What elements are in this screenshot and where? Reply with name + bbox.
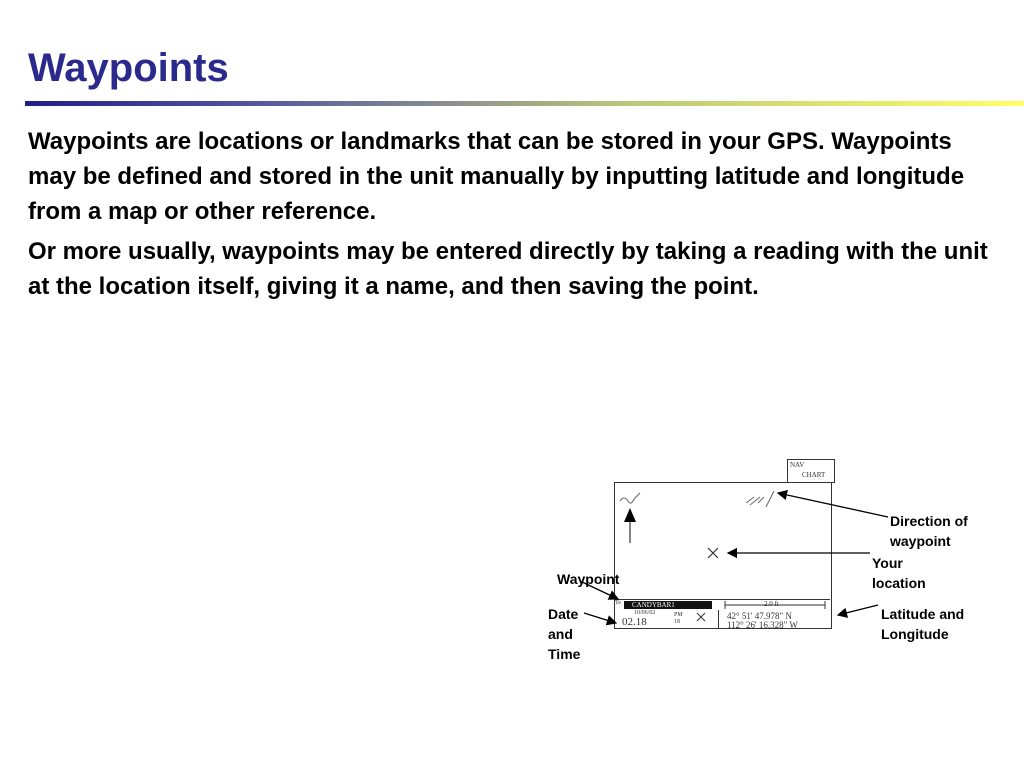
direction-of-waypoint-label: Direction of waypoint [890,513,968,549]
north-arrow-icon [624,508,636,543]
pm-number: 18 [674,619,680,625]
paragraph-1: Waypoints are locations or landmarks that can be stored in your GPS. Waypoints may be defined and stored in the unit manually by inputting latitude and longitude from a map or other reference. [28,128,965,225]
waypoint-name: CANDYBAR1 [624,601,712,609]
info-cross-icon [697,613,705,621]
waypoint-label: Waypoint [557,571,620,587]
latitude-value: 42° 51' 47.978" N [727,611,792,621]
gps-time: 02.18 [622,616,647,628]
annotation-arrows [580,493,888,623]
nav-tab-bottom: CHART [802,471,826,479]
your-location-label: Your location [872,555,926,591]
te-label: Te [615,600,621,606]
your-location-cross-icon [708,548,718,558]
gps-screen-figure [540,455,1000,695]
scale-bar [725,601,825,609]
gps-date: 10/06/02 [634,610,656,616]
nav-tab-top: NAV [790,461,805,469]
map-scribble-icon [620,491,774,507]
paragraph-2: Or more usually, waypoints may be entered directly by taking a reading with the unit at the location itself, giving it a name, and then saving the point. [28,238,988,300]
slide-title: Waypoints [28,46,229,90]
pm-label: PM [674,612,683,618]
latitude-longitude-label: Latitude and Longitude [881,606,965,642]
longitude-value: 112° 26' 16.328" W [727,620,798,630]
scale-text: 2.0 ft [764,600,779,608]
title-underline [25,101,1024,106]
date-and-time-label: Date and Time [548,606,581,662]
slide-body [28,124,1003,309]
